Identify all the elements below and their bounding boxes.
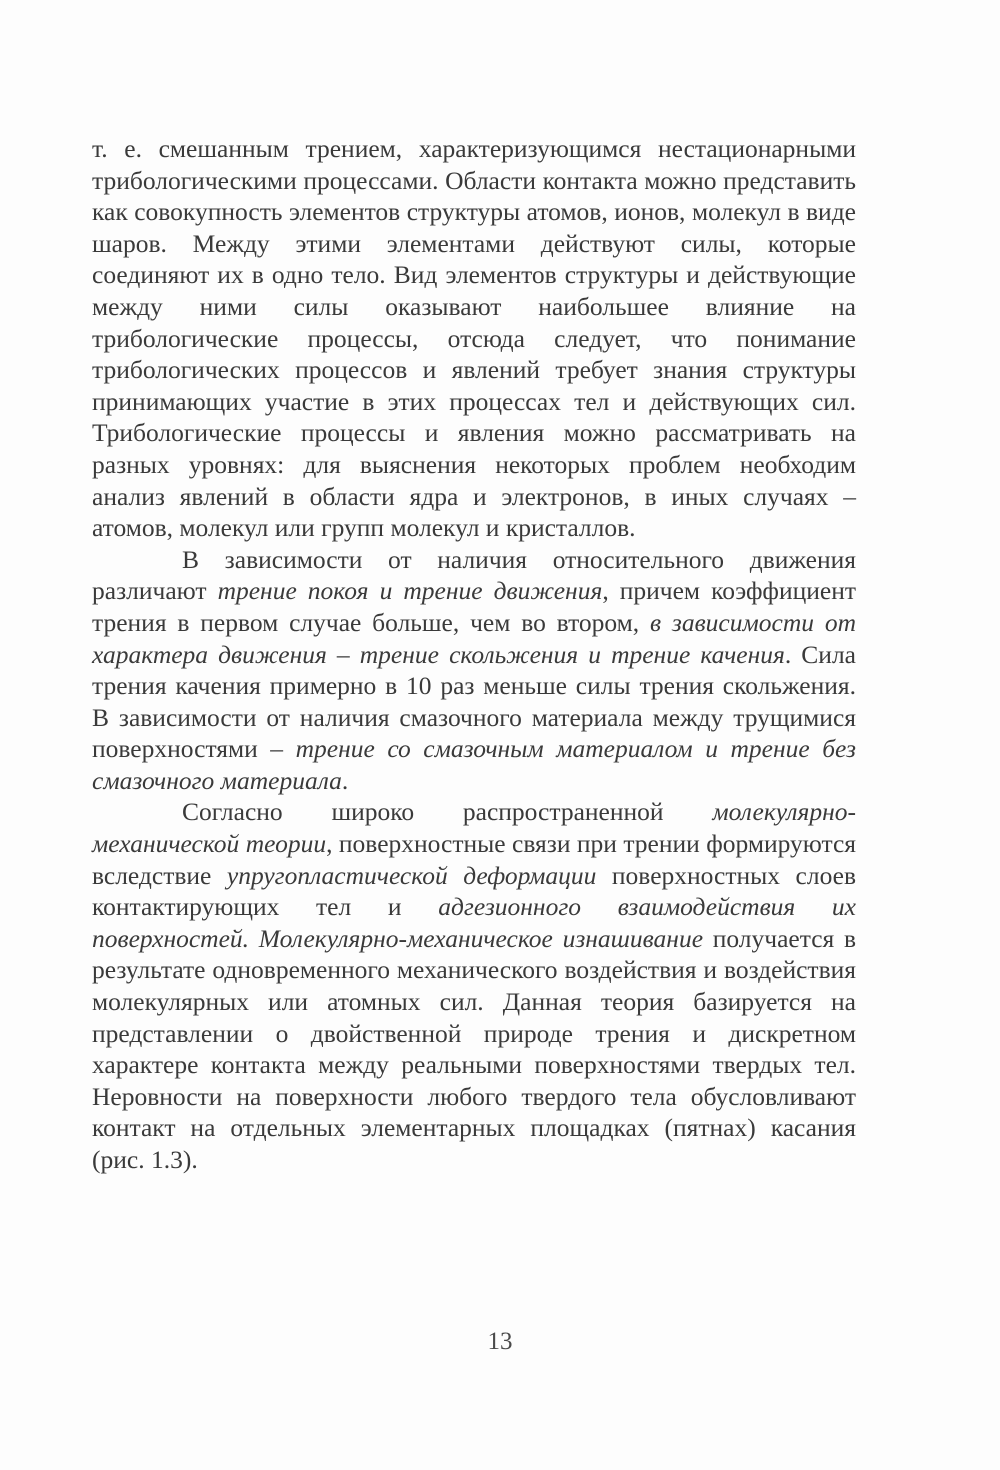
- text-segment: .: [341, 765, 349, 795]
- paragraph-friction-types: [92, 544, 856, 797]
- text-segment: поверхностных слоев контактирующих тел и: [92, 860, 857, 922]
- page-number: 13: [487, 1328, 513, 1355]
- text-segment: , поверхностные связи при трении формируются вследствие: [92, 829, 856, 890]
- italic-term: трение со смазочным материалом и трение без смазочного материала: [92, 734, 856, 795]
- italic-term: в зависимости от характера движения – трение скольжения и трение качения: [92, 607, 857, 669]
- italic-term: трение покоя и трение движения: [217, 576, 603, 606]
- italic-term: упругопластической деформации: [226, 860, 597, 890]
- text-segment: . Сила трения качения примерно в 10 раз меньше силы трения скольжения. В зависимости от наличия смазочного материала между трущимися поверхностями –: [92, 639, 856, 764]
- text-segment: получается в результате одновременного механического воздействия и воздействия молекулярных или атомных сил. Данная теория базируется на представлении о двойственной природе трения и дискретном характере контакта между реальными поверхностями твердых тел. Неровности на поверхности любого твердого тела обусловливают контакт на отдельных элементарных площадках (пятнах) касания (рис. 1.3).: [92, 923, 856, 1174]
- paragraph-mixed-friction: [92, 133, 856, 544]
- paragraph-molecular-mechanical-theory: [92, 796, 856, 1175]
- text-segment: т. е. смешанным трением, характеризующимся нестационарными трибологическими процессами. Области контакта можно представить как совокупность элементов структуры атомов, ионов, молекул в виде шаров. Между этими элементами действуют силы, которые соединяют их в одно тело. Вид элементов структуры и действующие между ними силы оказывают наибольшее влияние на трибологические процессы, отсюда следует, что понимание трибологических процессов и явлений требует знания структуры принимающих участие в этих процессах тел и действующих сил. Трибологические процессы и явления можно рассматривать на разных уровнях: для выяснения некоторых проблем необходим анализ явлений в области ядра и электронов, в иных случаях – атомов, молекул или групп молекул и кристаллов.: [92, 134, 856, 543]
- body-text: [92, 133, 856, 1176]
- italic-term: молекулярно-механической теории: [92, 797, 856, 859]
- italic-term: адгезионного взаимодействия их поверхностей. Молекулярно-механическое изнашивание: [92, 892, 856, 953]
- text-segment: , причем коэффициент трения в первом случае больше, чем во втором,: [92, 576, 856, 637]
- text-segment: В зависимости от наличия относительного движения различают: [92, 544, 856, 606]
- text-segment: Согласно широко распространенной: [182, 797, 713, 827]
